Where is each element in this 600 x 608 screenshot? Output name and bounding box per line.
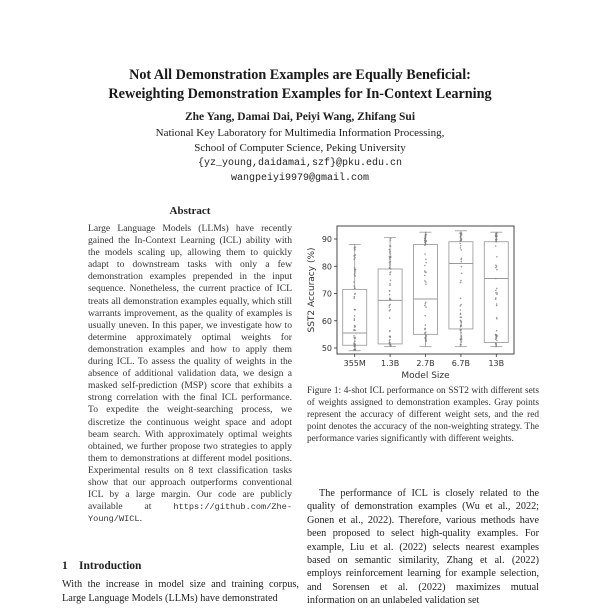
- affiliation-line-1: National Key Laboratory for Multimedia Information Processing,: [155, 127, 445, 139]
- x-tick-label: 6.7B: [451, 359, 471, 368]
- y-tick-label: 60: [321, 316, 332, 326]
- title-line-1: Not All Demonstration Examples are Equally Beneficial:: [129, 67, 471, 83]
- right-column-text: The performance of ICL is closely related to the quality of demonstration examples (Wu et al., 2022; Gonen et al., 2022). Therefore, various methods have been proposed to select high-quality examples. For example, Liu et al. (2022) selects nearest examples based on semantic similarity, Zhang et al. (2022) employs reinforcement learning for example selection, and Sorensen et al. (2022) maximizes mutual information on an unlabeled validation set: [307, 488, 539, 607]
- email-line-1: {yz_young,daidamai,szf}@pku.edu.cn: [197, 158, 403, 169]
- x-tick-label: 13B: [488, 359, 505, 368]
- figure-caption: Figure 1: 4-shot ICL performance on SST2 with different sets of weights assigned to demonstration examples. Gray points represent the accuracy of different weight sets, and the red point denotes the accuracy of the non-weighting strategy. The performance varies significantly with different weights.: [307, 386, 539, 445]
- title-line-2: Reweighting Demonstration Examples for In-Context Learning: [108, 86, 492, 102]
- y-tick-label: 70: [321, 289, 332, 299]
- figure-1-boxplot: [300, 220, 530, 380]
- y-tick-label: 90: [321, 235, 332, 244]
- email-line-2: wangpeiyi9979@gmail.com: [230, 173, 370, 184]
- abstract-heading: Abstract: [169, 205, 211, 217]
- introduction-text: With the increase in model size and training corpus, Large Language Models (LLMs) have demonstrated: [62, 579, 299, 604]
- abstract-end: .: [139, 513, 142, 525]
- section-title: Introduction: [79, 560, 142, 572]
- y-axis-label: SST2 Accuracy (%): [307, 247, 317, 333]
- code-link[interactable]: https://github.com/Zhe-Young/WICL: [88, 502, 292, 525]
- affiliation: [0, 126, 600, 186]
- abstract-text: Large Language Models (LLMs) have recently gained the In-Context Learning (ICL) ability with the models scaling up, allowing them to quickly adapt to downstream tasks with only a few demonstration examples prepended in the input sequence. Nonetheless, the current practice of ICL treats all demonstration examples equally, which still warrants improvement, as the quality of examples is usually uneven. In this paper, we investigate how to determine approximately optimal weights for demonstration examples and how to apply them during ICL. To assess the quality of weights in the absence of additional validation data, we design a masked self-prediction (MSP) score that exhibits a strong correlation with the final ICL performance. To expedite the weight-searching process, we discretize the continuous weight space and adopt beam search. With approximately optimal weights obtained, we further propose two strategies to apply them to demonstrations at different model positions. Experimental results on 8 text classification tasks show that our approach outperforms conventional ICL by a large margin. Our code are publicly available at: [88, 223, 292, 513]
- abstract-body: [88, 223, 292, 525]
- x-tick-label: 355M: [343, 359, 366, 368]
- boxplot-svg: [300, 220, 530, 380]
- affiliation-line-2: School of Computer Science, Peking University: [194, 142, 406, 154]
- authors: Zhe Yang, Damai Dai, Peiyi Wang, Zhifang Sui: [184, 111, 416, 123]
- x-tick-label: 1.3B: [380, 359, 400, 368]
- paper-title: [0, 66, 600, 104]
- x-tick-label: 2.7B: [416, 359, 435, 368]
- box-6.7B: [449, 242, 473, 329]
- section-number: 1: [62, 560, 68, 572]
- y-tick-label: 50: [321, 344, 332, 353]
- section-heading-introduction: [62, 560, 141, 572]
- box-2.7B: [414, 244, 438, 334]
- y-tick-label: 80: [321, 262, 332, 272]
- x-axis-label: Model Size: [401, 371, 450, 380]
